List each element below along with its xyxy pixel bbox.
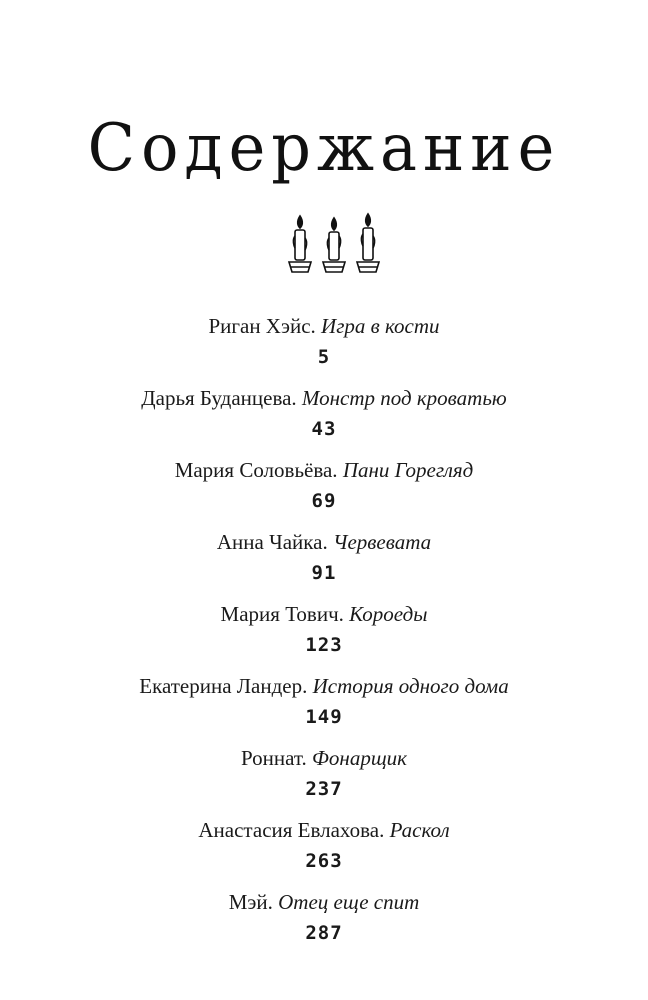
entry-title: Червевата — [333, 530, 432, 554]
entry-title: Монстр под кроватью — [301, 386, 507, 410]
toc-entry[interactable] — [0, 744, 648, 816]
entry-title: Игра в кости — [321, 314, 440, 338]
entry-page-number: 91 — [311, 562, 337, 584]
toc-entry[interactable] — [0, 528, 648, 600]
entry-author: Риган Хэйс. — [208, 314, 316, 338]
toc-entry[interactable] — [0, 384, 648, 456]
entry-page-number: 149 — [305, 706, 343, 728]
entry-page-number: 123 — [305, 634, 343, 656]
entry-title: Пани Горегляд — [342, 458, 474, 482]
entry-author: Мария Соловьёва. — [174, 458, 338, 482]
toc-entry[interactable] — [0, 816, 648, 888]
entry-author: Анна Чайка. — [216, 530, 328, 554]
toc-entry[interactable] — [0, 888, 648, 960]
page-title: Содержание — [87, 109, 561, 186]
entry-author: Анастасия Евлахова. — [198, 818, 385, 842]
toc-entry[interactable] — [0, 672, 648, 744]
candles-icon — [286, 212, 382, 276]
entry-author: Мэй. — [228, 890, 273, 914]
table-of-contents — [0, 312, 648, 960]
entry-page-number: 43 — [311, 418, 337, 440]
entry-author: Екатерина Ландер. — [139, 674, 308, 698]
candle-middle-icon — [323, 218, 345, 272]
candle-right-icon — [357, 214, 379, 272]
entry-author: Дарья Буданцева. — [141, 386, 297, 410]
candle-left-icon — [289, 216, 311, 272]
toc-entry[interactable] — [0, 312, 648, 384]
entry-author: Роннат. — [241, 746, 307, 770]
entry-title: Фонарщик — [312, 746, 407, 770]
entry-page-number: 5 — [317, 346, 331, 368]
entry-page-number: 237 — [305, 778, 343, 800]
entry-title: Отец еще спит — [278, 890, 420, 914]
entry-title: Раскол — [389, 818, 450, 842]
toc-entry[interactable] — [0, 600, 648, 672]
toc-entry[interactable] — [0, 456, 648, 528]
entry-page-number: 287 — [305, 922, 343, 944]
entry-title: Короеды — [349, 602, 428, 626]
entry-title: История одного дома — [312, 674, 509, 698]
entry-page-number: 69 — [311, 490, 337, 512]
entry-page-number: 263 — [305, 850, 343, 872]
entry-author: Мария Тович. — [220, 602, 344, 626]
